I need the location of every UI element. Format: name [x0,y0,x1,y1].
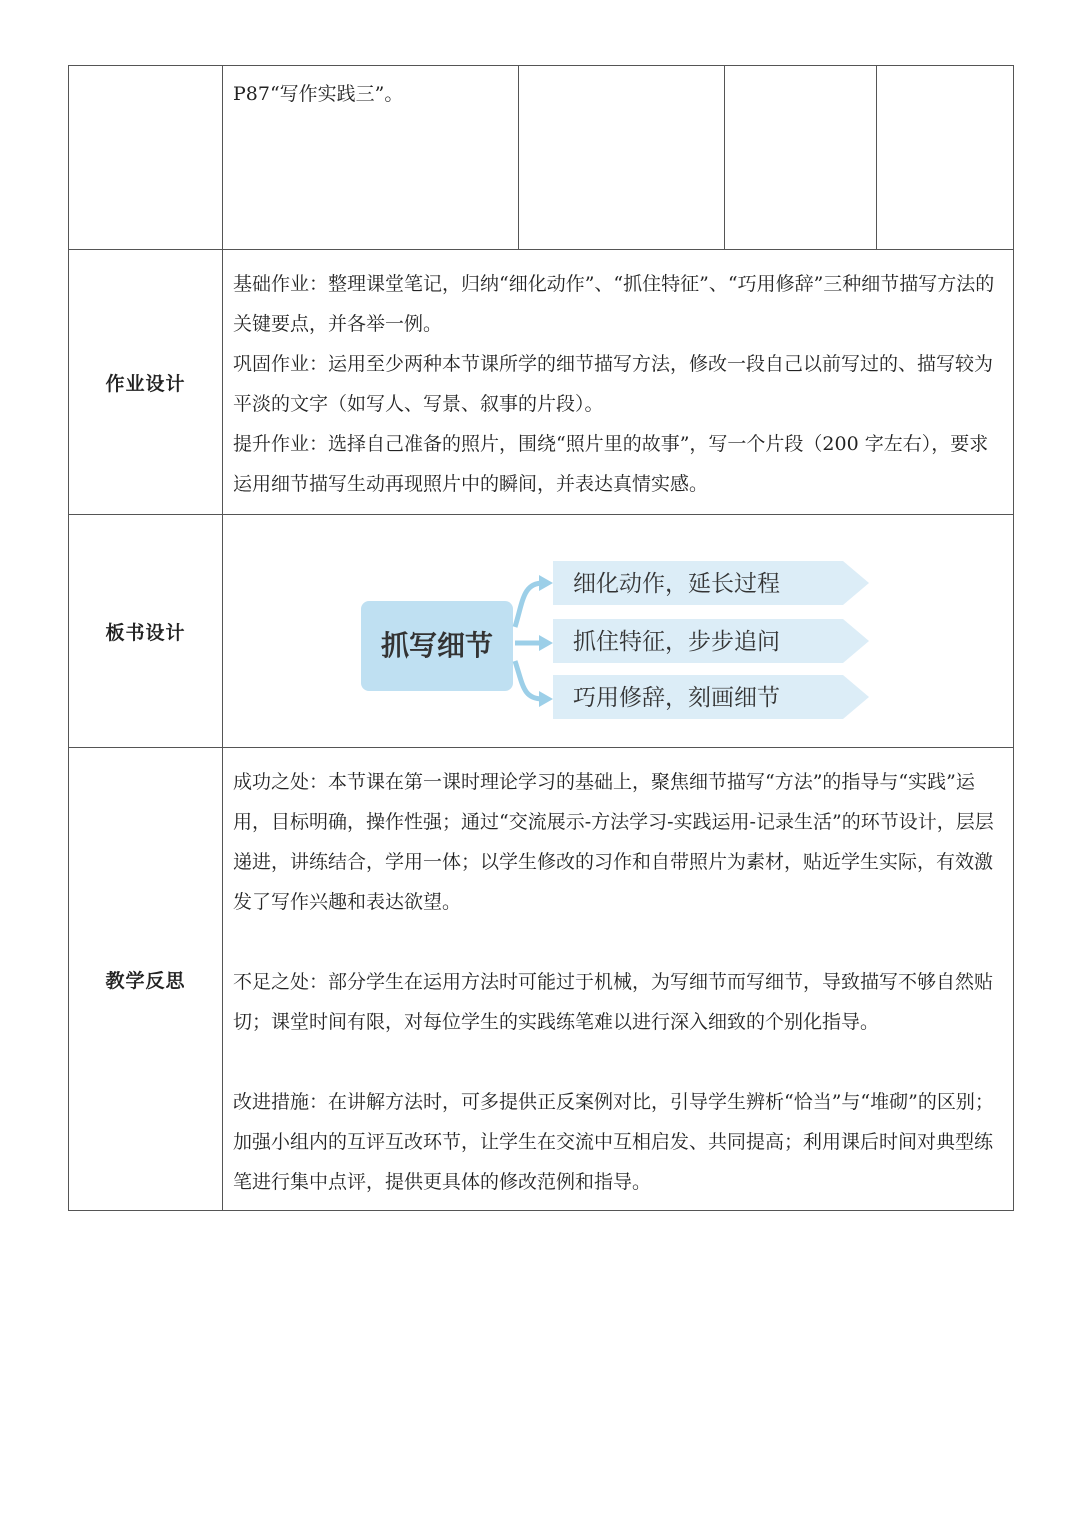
board-connector-bottom [515,661,543,699]
empty-cell [519,66,725,250]
reflection-improvement: 改进措施：在讲解方法时，可多提供正反案例对比，引导学生辨析“恰当”与“堆砌”的区别；加强小组内的互评互改环节，让学生在交流中互相启发、共同提高；利用课后时间对典型练笔进行集中点评，提供更具体的修改范例和指导。 [233,1091,994,1193]
homework-basic: 基础作业：整理课堂笔记，归纳“细化动作”、“抓住特征”、“巧用修辞”三种细节描写方法的关键要点，并各举一例。 [233,273,995,335]
reflection-content-cell [223,748,1014,1211]
board-branch-text-1: 细化动作，延长过程 [573,571,780,597]
empty-cell [725,66,877,250]
board-arrowhead-bottom [539,691,553,707]
reflection-label: 教学反思 [69,748,223,1211]
homework-row [69,250,1014,515]
homework-content-cell [223,250,1014,515]
board-arrowhead-middle [539,635,553,651]
lesson-plan-table [68,65,1014,1211]
board-label: 板书设计 [69,515,223,748]
board-content-cell [223,515,1014,748]
continued-text: P87“写作实践三”。 [233,83,404,105]
homework-label: 作业设计 [69,250,223,515]
homework-advanced: 提升作业：选择自己准备的照片，围绕“照片里的故事”，写一个片段（200 字左右），要求运用细节描写生动再现照片中的瞬间，并表达真情实感。 [233,433,989,495]
continued-label-cell [69,66,223,250]
reflection-row [69,748,1014,1211]
board-diagram [223,515,1013,747]
board-row [69,515,1014,748]
board-branch-text-2: 抓住特征，步步追问 [573,629,780,655]
board-diagram-svg [223,515,1013,747]
continued-content-cell [223,66,519,250]
continued-row [69,66,1014,250]
reflection-success: 成功之处：本节课在第一课时理论学习的基础上，聚焦细节描写“方法”的指导与“实践”运用，目标明确，操作性强；通过“交流展示-方法学习-实践运用-记录生活”的环节设计，层层递进，讲练结合，学用一体；以学生修改的习作和自带照片为素材，贴近学生实际，有效激发了写作兴趣和表达欲望。 [233,771,994,913]
homework-consolidate: 巩固作业：运用至少两种本节课所学的细节描写方法，修改一段自己以前写过的、描写较为平淡的文字（如写人、写景、叙事的片段）。 [233,353,994,415]
reflection-shortcoming: 不足之处：部分学生在运用方法时可能过于机械，为写细节而写细节，导致描写不够自然贴切；课堂时间有限，对每位学生的实践练笔难以进行深入细致的个别化指导。 [233,971,994,1033]
board-center-text: 抓写细节 [380,629,494,662]
board-branch-text-3: 巧用修辞，刻画细节 [573,685,780,711]
board-connector-top [515,583,543,627]
empty-cell [877,66,1014,250]
board-arrowhead-top [539,575,553,591]
